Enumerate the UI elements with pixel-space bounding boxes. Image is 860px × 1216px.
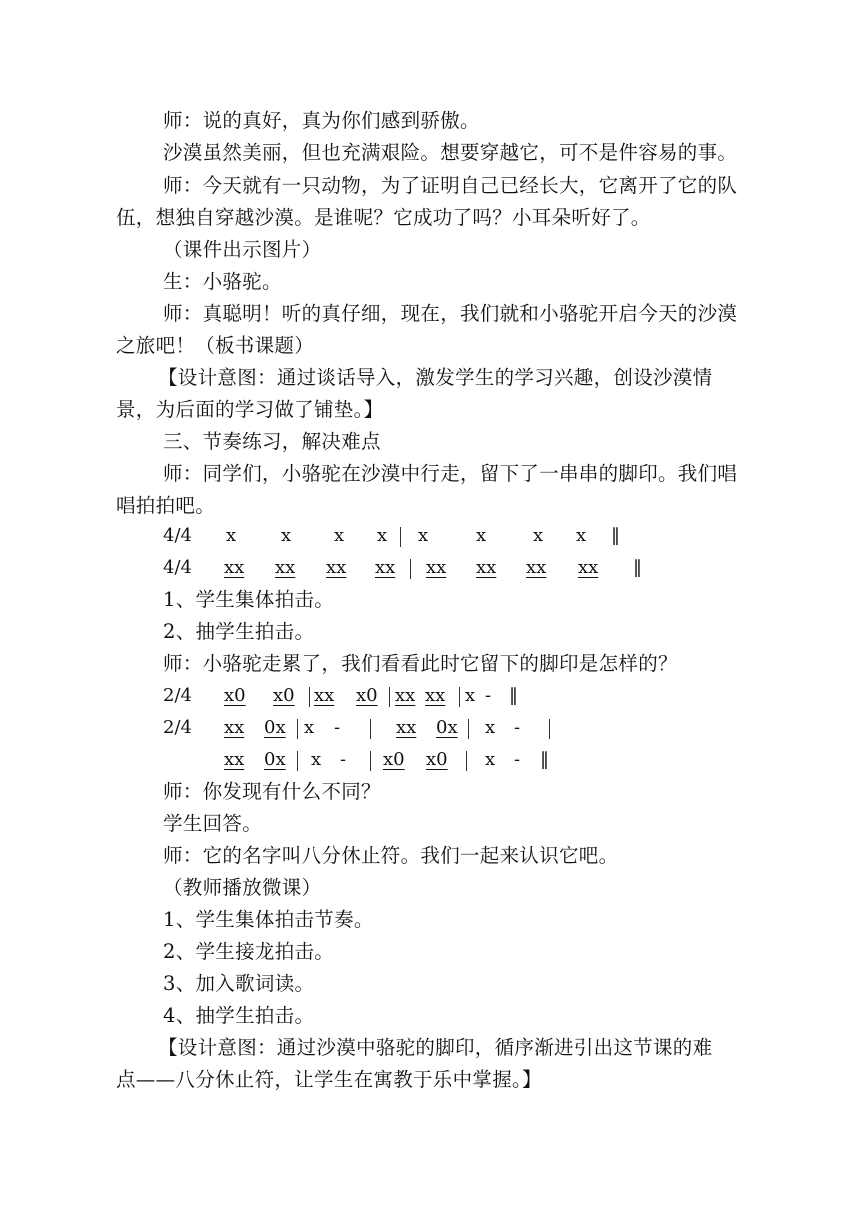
rhythm-note: xx: [476, 557, 497, 578]
bar-line: [549, 719, 550, 739]
final-bar-line: ‖: [540, 749, 549, 770]
bar-line: [468, 719, 469, 739]
rhythm-note: x: [281, 525, 292, 546]
rest-dash: -: [514, 717, 521, 738]
bar-line: [370, 719, 371, 739]
rhythm-note: x0: [224, 685, 246, 706]
rhythm-note: x: [576, 525, 587, 546]
section-heading: 三、节奏练习，解决难点: [163, 430, 381, 453]
rhythm-note: xx: [224, 717, 245, 738]
rhythm-note: x: [418, 525, 429, 546]
paragraph: 师：同学们，小骆驼在沙漠中行走，留下了一串串的脚印。我们唱: [163, 462, 738, 485]
rhythm-note: xx: [425, 685, 446, 706]
rest-dash: -: [485, 685, 492, 706]
bar-line: [389, 687, 390, 707]
bar-line: [459, 687, 460, 707]
list-item: 1、学生集体拍击节奏。: [163, 908, 374, 931]
rhythm-note: x0: [356, 685, 378, 706]
rhythm-note: x: [465, 685, 476, 706]
rhythm-note: xx: [326, 557, 347, 578]
list-item: 4、抽学生拍击。: [163, 1004, 315, 1027]
bar-line: [410, 559, 411, 579]
rhythm-note: xx: [526, 557, 547, 578]
bar-line: [297, 751, 298, 771]
time-signature: 4/4: [163, 525, 192, 546]
rhythm-note: xx: [395, 685, 416, 706]
paragraph-continuation: 景，为后面的学习做了铺垫。】: [116, 398, 384, 421]
rhythm-note: x: [533, 525, 544, 546]
bar-line: [309, 687, 310, 707]
rhythm-note: x0: [273, 685, 295, 706]
paragraph: 师：它的名字叫八分休止符。我们一起来认识它吧。: [163, 844, 619, 867]
rest-dash: -: [514, 749, 521, 770]
rhythm-note: xx: [426, 557, 447, 578]
rest-dash: -: [334, 717, 341, 738]
rhythm-note: 0x: [264, 749, 286, 770]
rhythm-note: xx: [224, 749, 245, 770]
rhythm-note: 0x: [264, 717, 286, 738]
rhythm-note: x: [304, 717, 315, 738]
paragraph: 师：小骆驼走累了，我们看看此时它留下的脚印是怎样的？: [163, 652, 678, 675]
paragraph: （课件出示图片）: [163, 238, 322, 261]
time-signature: 2/4: [163, 717, 192, 738]
paragraph: 学生回答。: [163, 812, 263, 835]
paragraph: 师：真聪明！听的真仔细，现在，我们就和小骆驼开启今天的沙漠: [163, 302, 738, 325]
time-signature: 4/4: [163, 557, 192, 578]
paragraph-continuation: 伍，想独自穿越沙漠。是谁呢？它成功了吗？小耳朵听好了。: [116, 206, 651, 229]
list-item: 2、学生接龙拍击。: [163, 940, 335, 963]
paragraph: 师：你发现有什么不同？: [163, 780, 381, 803]
rhythm-note: xx: [275, 557, 296, 578]
rhythm-note: x: [226, 525, 237, 546]
rhythm-note: xx: [314, 685, 335, 706]
time-signature: 2/4: [163, 685, 192, 706]
list-item: 3、加入歌词读。: [163, 972, 315, 995]
list-item: 1、学生集体拍击。: [163, 588, 335, 611]
rhythm-note: x: [476, 525, 487, 546]
rhythm-note: x: [485, 749, 496, 770]
bar-line: [400, 527, 401, 547]
design-intent-note: 【设计意图：通过谈话导入，激发学生的学习兴趣，创设沙漠情: [158, 366, 713, 389]
rest-dash: -: [340, 749, 347, 770]
rhythm-note: xx: [396, 717, 417, 738]
paragraph: （教师播放微课）: [163, 876, 322, 899]
paragraph-continuation: 之旅吧！（板书课题）: [116, 334, 315, 357]
rhythm-note: xx: [578, 557, 599, 578]
rhythm-note: xx: [375, 557, 396, 578]
rhythm-note: xx: [224, 557, 245, 578]
final-bar-line: ‖: [611, 525, 620, 546]
rhythm-note: 0x: [436, 717, 458, 738]
paragraph: 沙漠虽然美丽，但也充满艰险。想要穿越它，可不是件容易的事。: [163, 141, 738, 164]
bar-line: [466, 751, 467, 771]
rhythm-note: x: [311, 749, 322, 770]
rhythm-note: x: [334, 525, 345, 546]
final-bar-line: ‖: [633, 557, 642, 578]
bar-line: [297, 719, 298, 739]
paragraph-continuation: 唱拍拍吧。: [116, 494, 216, 517]
rhythm-note: x0: [383, 749, 405, 770]
rhythm-note: x0: [426, 749, 448, 770]
paragraph: 生：小骆驼。: [163, 270, 282, 293]
paragraph: 师：说的真好，真为你们感到骄傲。: [163, 109, 480, 132]
final-bar-line: ‖: [509, 685, 518, 706]
rhythm-note: x: [377, 525, 388, 546]
design-intent-note: 【设计意图：通过沙漠中骆驼的脚印，循序渐进引出这节课的难: [158, 1036, 713, 1059]
rhythm-note: x: [485, 717, 496, 738]
list-item: 2、抽学生拍击。: [163, 620, 315, 643]
paragraph-continuation: 点——八分休止符，让学生在寓教于乐中掌握。】: [116, 1068, 542, 1091]
bar-line: [370, 751, 371, 771]
paragraph: 师：今天就有一只动物，为了证明自己已经长大，它离开了它的队: [163, 174, 738, 197]
